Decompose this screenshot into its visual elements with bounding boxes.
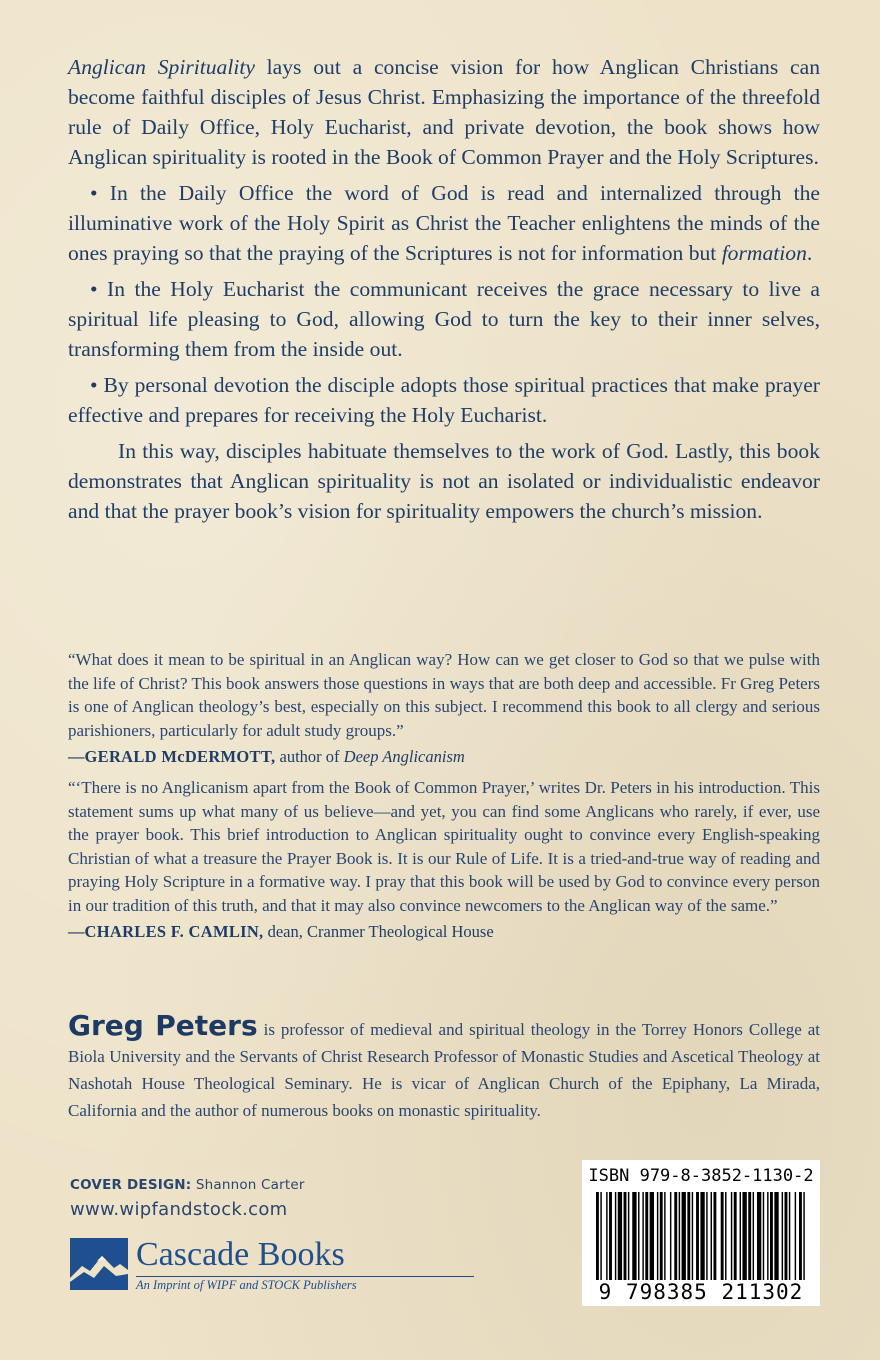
barcode-bar (692, 1192, 693, 1280)
logo-divider (136, 1276, 474, 1277)
endorsement-mcdermott (68, 648, 820, 769)
endorsement-quote: “‘There is no Anglicanism apart from the Book of Common Prayer,’ writes Dr. Peters in his introduction. This statement sums up what many of us believe—and yet, you can find some Anglicans who rarely, if ever, use the prayer book. This brief introduction to Anglican spirituality ought to convince every English-speaking Christian of what a treasure the Prayer Book is. It is our Rule of Life. It is a tried-and-true way of reading and praying Holy Scripture in a formative way. I pray that this book will be used by God to convince every person in our tradition of this truth, and that it may also convince newcomers to the Anglican way of the same.” (68, 778, 820, 915)
barcode-bar (713, 1192, 716, 1280)
barcode-bar (757, 1192, 761, 1280)
barcode-bars (596, 1192, 806, 1280)
publisher-website[interactable]: www.wipfandstock.com (70, 1199, 288, 1220)
barcode-bar (628, 1192, 629, 1280)
barcode-bar (670, 1192, 671, 1280)
barcode-bar (803, 1192, 804, 1280)
barcode-bar (660, 1192, 663, 1280)
barcode-bar (789, 1192, 790, 1280)
barcode-bar (706, 1192, 707, 1280)
isbn-label: ISBN 979-8-3852-1130-2 (588, 1166, 814, 1186)
barcode-bar (700, 1192, 704, 1280)
barcode-bar (696, 1192, 699, 1280)
barcode-bar (767, 1192, 768, 1280)
barcode-bar (721, 1192, 724, 1280)
cover-design-credit: COVER DESIGN: Shannon Carter (70, 1177, 305, 1193)
barcode-bar (795, 1192, 796, 1280)
barcode-bar (748, 1192, 751, 1280)
bullet-daily-office: • In the Daily Office the word of God is read and internalized through the illuminative work of the Holy Spirit as Christ the Teacher enlightens the minds of the ones praying so that the praying of the Scriptures is not for information but formation. (68, 181, 820, 265)
barcode-bar (632, 1192, 636, 1280)
publisher-name: Cascade Books (136, 1236, 345, 1273)
barcode-bar (774, 1192, 778, 1280)
bullet-eucharist: • In the Holy Eucharist the communicant receives the grace necessary to live a spiritual life pleasing to God, allowing God to turn the key to their inner selves, transforming them from the inside out. (68, 277, 820, 361)
barcode-digits: 9 798385 211302 (598, 1280, 804, 1304)
barcode-bar (618, 1192, 622, 1280)
barcode-bar (687, 1192, 690, 1280)
barcode-bar (770, 1192, 773, 1280)
bullet-devotion: • By personal devotion the disciple adopts those spiritual practices that make prayer effective and prepares for receiving the Holy Eucharist. (68, 373, 820, 427)
intro-paragraph: Anglican Spirituality lays out a concise vision for how Anglican Christians can become faithful disciples of Jesus Christ. Emphasizing the importance of the threefold rule of Daily Office, Holy Eucharist, and private devotion, the book shows how Anglican spirituality is rooted in the Book of Common Prayer and the Holy Scriptures. (68, 55, 820, 169)
endorsement-camlin (68, 776, 820, 944)
barcode-bar (682, 1192, 686, 1280)
barcode-bar (642, 1192, 643, 1280)
barcode-bar (606, 1192, 607, 1280)
barcode-bar (645, 1192, 648, 1280)
endorsement-attribution: —CHARLES F. CAMLIN, dean, Cranmer Theological House (68, 922, 494, 941)
author-bio: Greg Peters is professor of medieval and spiritual theology in the Torrey Honors College at Biola University and the Servants of Christ Research Professor of Monastic Studies and Ascetical Theology at Nashotah House Theological Seminary. He is vicar of Anglican Church of the Epiphany, La Mirada, California and the author of numerous books on monastic spirituality. (68, 1009, 821, 1120)
book-description (68, 52, 820, 532)
barcode-bar (596, 1192, 599, 1280)
barcode-bar (725, 1192, 726, 1280)
barcode-bar (650, 1192, 654, 1280)
barcode-bar (740, 1192, 741, 1280)
barcode-bar (674, 1192, 677, 1280)
endorsement-attribution: —GERALD McDERMOTT, author of Deep Anglicanism (68, 747, 465, 766)
barcode-bar (731, 1192, 732, 1280)
barcode-bar (785, 1192, 788, 1280)
mountain-logo-icon (70, 1238, 128, 1290)
barcode-bar (664, 1192, 665, 1280)
barcode-bar (679, 1192, 680, 1280)
barcode-bar (609, 1192, 612, 1280)
barcode-bar (657, 1192, 658, 1280)
barcode-bar (753, 1192, 754, 1280)
credits (70, 1177, 305, 1220)
barcode-bar (624, 1192, 627, 1280)
barcode-bar (799, 1192, 802, 1280)
barcode-bar (638, 1192, 639, 1280)
barcode-bar (615, 1192, 616, 1280)
barcode-bar (711, 1192, 712, 1280)
author-name: Greg Peters (68, 1009, 258, 1042)
closing-paragraph: In this way, disciples habituate themselves to the work of God. Lastly, this book demonstrates that Anglican spirituality is not an isolated or individualistic endeavor and that the prayer book’s vision for spirituality empowers the church’s mission. (68, 439, 820, 523)
isbn-barcode (582, 1160, 820, 1306)
barcode-bar (734, 1192, 737, 1280)
barcode-bar (782, 1192, 783, 1280)
publisher-tagline: An Imprint of WIPF and STOCK Publishers (136, 1278, 357, 1292)
barcode-bar (600, 1192, 601, 1280)
book-title: Anglican Spirituality (68, 55, 255, 79)
endorsement-quote: “What does it mean to be spiritual in an Anglican way? How can we get closer to God so that we pulse with the life of Christ? This book answers those questions in ways that are both deep and accessible. Fr Greg Peters is one of Anglican theology’s best, especially on this subject. I recommend this book to all clergy and serious parishioners, particularly for adult study groups.” (68, 650, 820, 740)
barcode-bar (742, 1192, 746, 1280)
barcode-bar (763, 1192, 764, 1280)
